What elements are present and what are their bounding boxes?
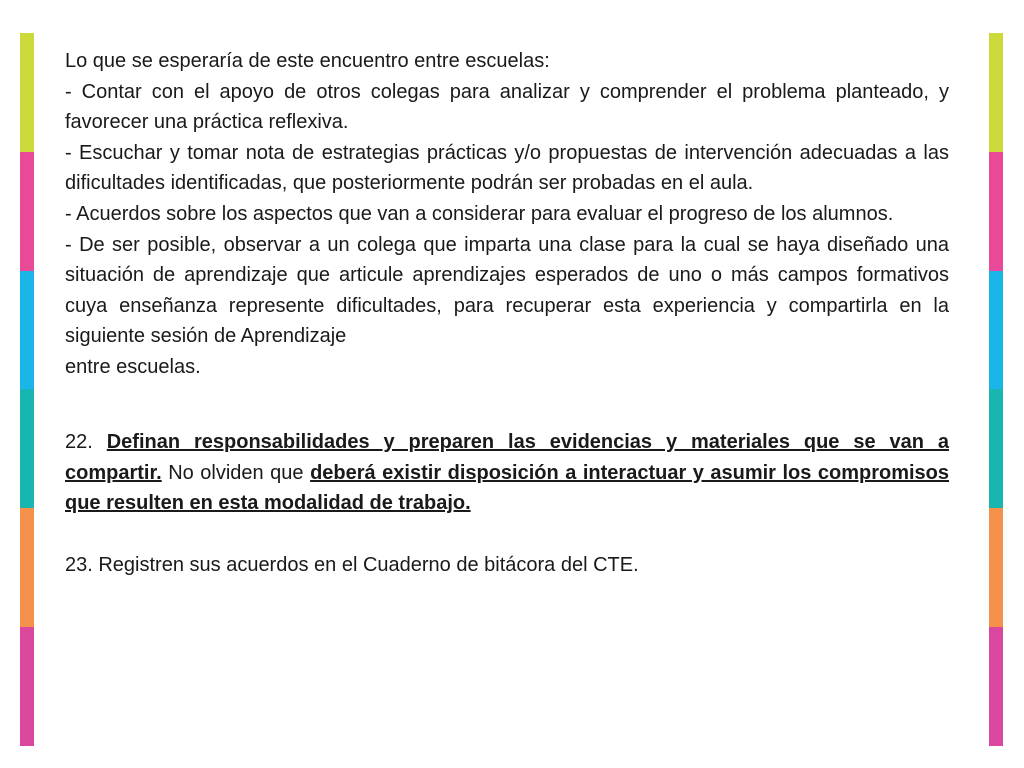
bar-segment-orange — [20, 508, 34, 627]
bar-segment-blue — [989, 271, 1003, 390]
bar-segment-orange — [989, 508, 1003, 627]
bullet-item: - Escuchar y tomar nota de estrategias prácticas y/o propuestas de intervención adecuadas a las dificultades identificadas, que posteriormente podrán ser probadas en el aula. — [65, 141, 949, 195]
bar-segment-pink — [989, 152, 1003, 271]
spacer — [65, 519, 949, 550]
left-color-bar — [20, 33, 34, 746]
spacer — [65, 413, 949, 427]
bar-segment-teal — [20, 389, 34, 508]
bar-segment-green — [989, 33, 1003, 152]
right-color-bar — [989, 33, 1003, 746]
item-22-emphasis-2: deberá existir disposición a interactuar y asumir los compromisos que resulten en esta modalidad de trabajo. — [65, 461, 950, 515]
bar-segment-magenta — [20, 627, 34, 746]
bar-segment-teal — [989, 389, 1003, 508]
closing-line: entre escuelas. — [65, 355, 201, 378]
item-22-text: No olviden que — [168, 461, 304, 484]
spacer — [65, 383, 949, 414]
bullet-item: - Contar con el apoyo de otros colegas para analizar y comprender el problema planteado, y favorecer una práctica reflexiva. — [65, 80, 949, 134]
bar-segment-pink — [20, 152, 34, 271]
intro-line: Lo que se esperaría de este encuentro entre escuelas: — [65, 50, 550, 72]
item-22 — [65, 427, 949, 519]
bullet-item: - De ser posible, observar a un colega que imparta una clase para la cual se haya diseñado una situación de aprendizaje que articule aprendizajes esperados de uno o más campos formativos cuya enseñanza represente dificultades, para recuperar esta experiencia y compartirla en la siguiente sesión de Aprendizaje — [65, 233, 949, 348]
bullet-item: - Acuerdos sobre los aspectos que van a considerar para evaluar el progreso de los alumnos. — [65, 202, 894, 225]
slide-content — [65, 46, 949, 580]
item-23: 23. Registren sus acuerdos en el Cuaderno de bitácora del CTE. — [65, 553, 639, 576]
bar-segment-blue — [20, 271, 34, 390]
bar-segment-magenta — [989, 627, 1003, 746]
item-22-emphasis-1: Definan responsabilidades y preparen las evidencias y materiales que se van a compartir. — [65, 431, 950, 484]
item-22-number: 22. — [65, 431, 93, 454]
bar-segment-green — [20, 33, 34, 152]
